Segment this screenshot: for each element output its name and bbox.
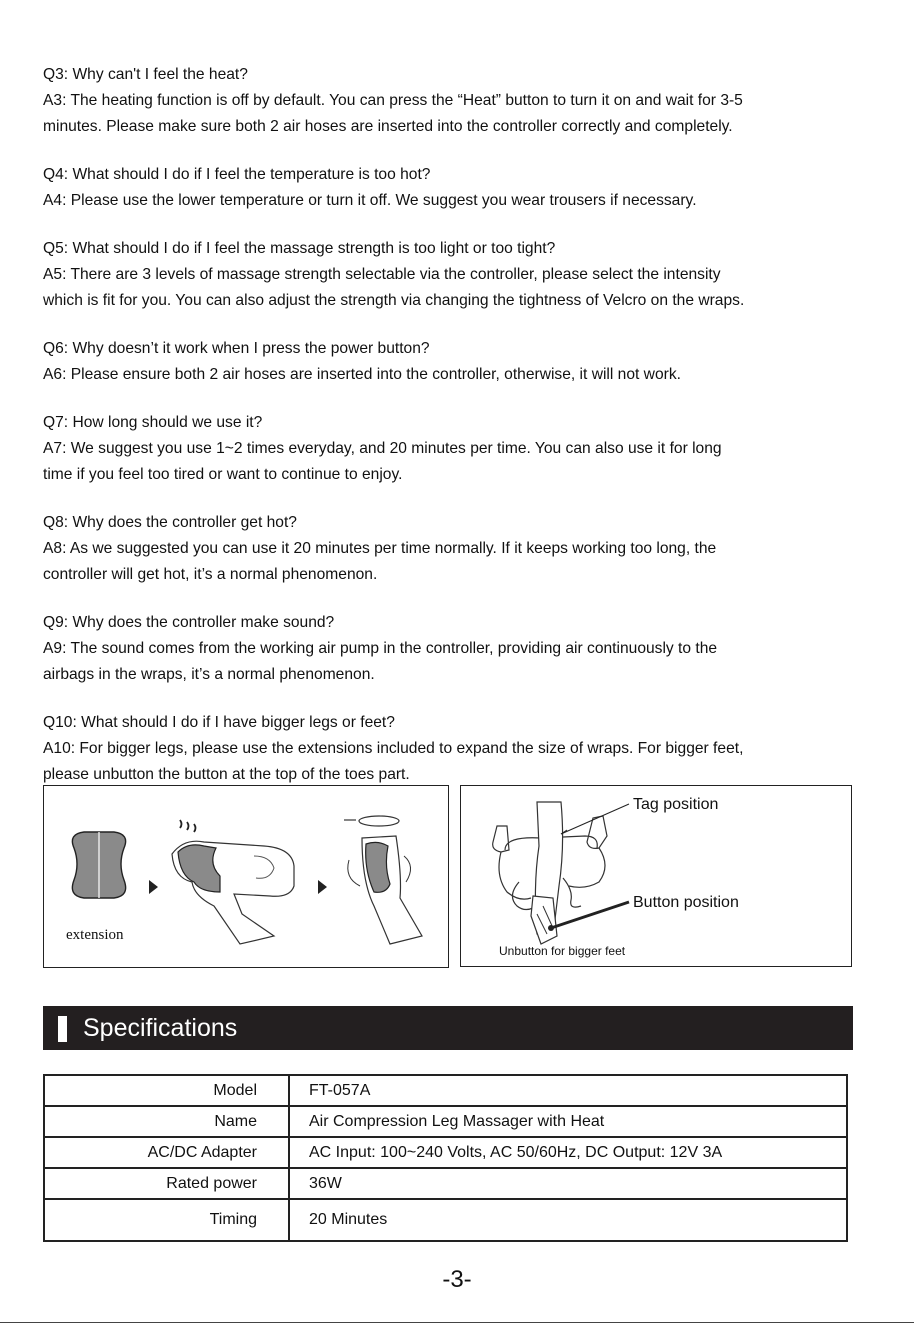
tag-position-label: Tag position [633, 796, 719, 813]
faq-question: Q5: What should I do if I feel the massage strength is too light or too tight? [43, 240, 556, 257]
table-row [44, 1106, 847, 1137]
faq-item-q3 [43, 62, 883, 140]
faq-answer-line: minutes. Please make sure both 2 air hoses are inserted into the controller correctly and completely. [43, 118, 733, 135]
faq-question: Q3: Why can't I feel the heat? [43, 66, 248, 83]
arrow-icon [318, 880, 327, 894]
faq-answer-line: A9: The sound comes from the working air pump in the controller, providing air continuously to the [43, 640, 718, 657]
faq-answer-line: A5: There are 3 levels of massage strength selectable via the controller, please select the intensity [43, 266, 721, 283]
table-row [44, 1075, 847, 1106]
spec-key: Timing [44, 1199, 289, 1241]
faq-question: Q4: What should I do if I feel the temperature is too hot? [43, 166, 431, 183]
faq-item-q7 [43, 410, 883, 488]
specifications-title: Specifications [83, 1014, 238, 1042]
faq-answer-line: A4: Please use the lower temperature or turn it off. We suggest you wear trousers if necessary. [43, 192, 697, 209]
spec-value: FT-057A [289, 1075, 847, 1106]
spec-key: Rated power [44, 1168, 289, 1199]
faq-answer-line: A6: Please ensure both 2 air hoses are inserted into the controller, otherwise, it will not work. [43, 366, 681, 383]
spec-value: 20 Minutes [289, 1199, 847, 1241]
faq-item-q5 [43, 236, 883, 314]
table-row [44, 1168, 847, 1199]
faq-answer-line: which is fit for you. You can also adjust the strength via changing the tightness of Velcro on the wraps. [43, 292, 745, 309]
faq-question: Q9: Why does the controller make sound? [43, 614, 335, 631]
faq-item-q9 [43, 610, 883, 688]
faq-item-q6 [43, 336, 883, 388]
faq-question: Q10: What should I do if I have bigger legs or feet? [43, 714, 395, 731]
spec-key: Name [44, 1106, 289, 1137]
section-marker-icon [58, 1016, 67, 1042]
faq-item-q8 [43, 510, 883, 588]
faq-item-q10 [43, 710, 883, 788]
button-icon [548, 925, 554, 931]
faq-item-q4 [43, 162, 883, 214]
table-row [44, 1137, 847, 1168]
faq-answer-line: A7: We suggest you use 1~2 times everyday, and 20 minutes per time. You can also use it for long [43, 440, 722, 457]
faq-section [43, 62, 883, 810]
heat-icon [180, 820, 196, 832]
hand-icon [493, 826, 509, 852]
button-position-label: Button position [633, 894, 739, 911]
faq-answer-line: controller will get hot, it’s a normal phenomenon. [43, 566, 378, 583]
extension-illustration [43, 785, 449, 968]
page-bottom-rule [0, 1322, 914, 1323]
tag-button-illustration [460, 785, 852, 967]
spec-key: AC/DC Adapter [44, 1137, 289, 1168]
faq-answer-line: A10: For bigger legs, please use the extensions included to expand the size of wraps. For bigger feet, [43, 740, 744, 757]
faq-answer-line: A8: As we suggested you can use it 20 minutes per time normally. If it keeps working too long, the [43, 540, 717, 557]
specifications-header [43, 1006, 853, 1050]
spec-value: AC Input: 100~240 Volts, AC 50/60Hz, DC Output: 12V 3A [289, 1137, 847, 1168]
spec-value: Air Compression Leg Massager with Heat [289, 1106, 847, 1137]
faq-answer-line: time if you feel too tired or want to continue to enjoy. [43, 466, 403, 483]
page-number: -3- [442, 1266, 472, 1293]
spec-value: 36W [289, 1168, 847, 1199]
faq-question: Q6: Why doesn’t it work when I press the power button? [43, 340, 430, 357]
unbutton-label: Unbutton for bigger feet [499, 944, 626, 958]
faq-answer-line: A3: The heating function is off by default. You can press the “Heat” button to turn it on and wait for 3-5 [43, 92, 743, 109]
table-row [44, 1199, 847, 1241]
faq-answer-line: airbags in the wraps, it’s a normal phenomenon. [43, 666, 375, 683]
arrow-icon [149, 880, 158, 894]
faq-answer-line: please unbutton the button at the top of the toes part. [43, 766, 410, 783]
spec-key: Model [44, 1075, 289, 1106]
specifications-table [43, 1074, 848, 1242]
faq-question: Q7: How long should we use it? [43, 414, 263, 431]
faq-question: Q8: Why does the controller get hot? [43, 514, 297, 531]
extension-label: extension [66, 927, 124, 943]
